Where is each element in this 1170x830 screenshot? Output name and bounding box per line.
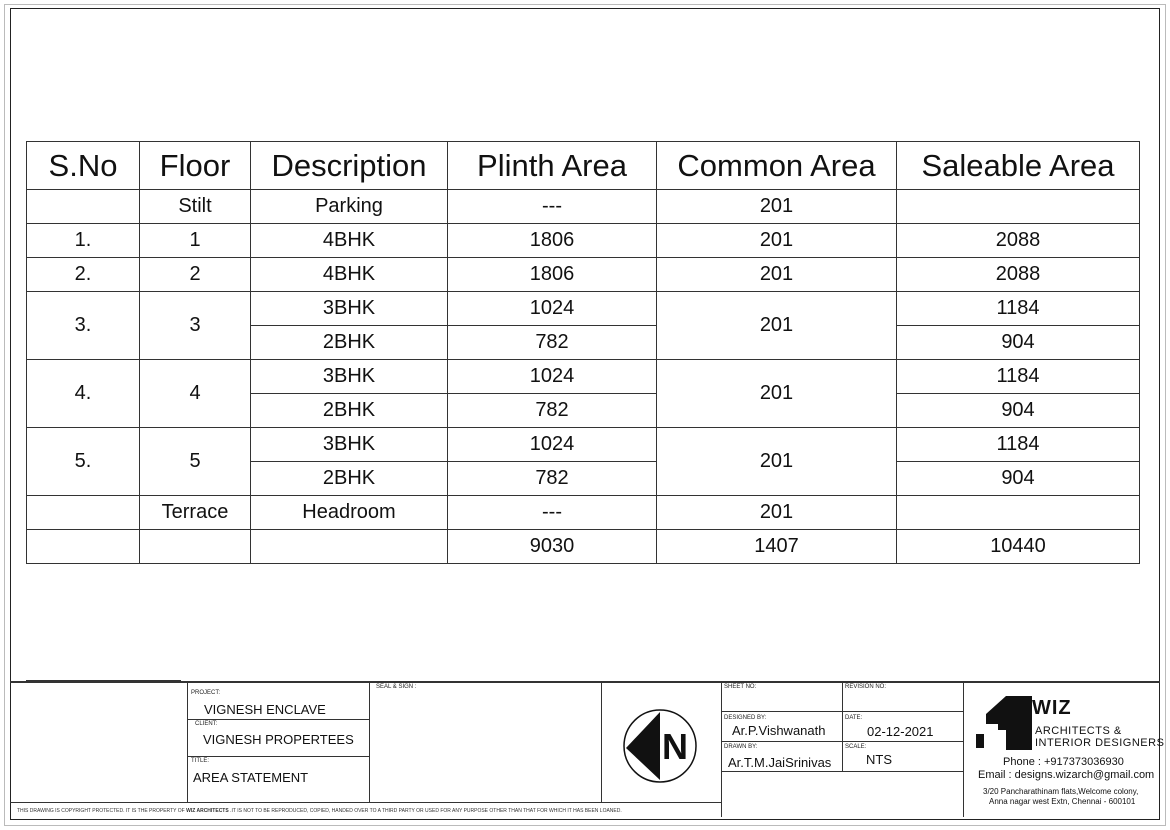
copyright-rule xyxy=(10,802,722,803)
table-row xyxy=(27,224,1140,258)
north-letter: N xyxy=(662,726,688,767)
cell-description: 4BHK xyxy=(251,224,448,258)
cell-floor: Terrace xyxy=(140,496,251,530)
cell-sno: 5. xyxy=(27,428,140,496)
cell-floor: 3 xyxy=(140,292,251,360)
cell-floor xyxy=(140,530,251,564)
project-label: PROJECT: xyxy=(191,690,221,696)
cell-saleable xyxy=(897,190,1140,224)
designed-by: Ar.P.Vishwanath xyxy=(732,723,826,738)
drawn-by: Ar.T.M.JaiSrinivas xyxy=(728,755,832,770)
table-row xyxy=(27,360,1140,394)
table-row-stilt xyxy=(27,190,1140,224)
cell-plinth: 1024 xyxy=(448,428,657,462)
cell-description: 3BHK xyxy=(251,292,448,326)
title-block-top-rule xyxy=(10,681,1160,683)
cell-saleable: 904 xyxy=(897,326,1140,360)
cell-sno: 1. xyxy=(27,224,140,258)
cell-description: Headroom xyxy=(251,496,448,530)
header-sno: S.No xyxy=(27,142,140,190)
cell-plinth: --- xyxy=(448,190,657,224)
drawn-by-label: DRAWN BY: xyxy=(724,744,758,750)
cell-description: 4BHK xyxy=(251,258,448,292)
cell-sno xyxy=(27,190,140,224)
cell-common: 201 xyxy=(657,428,897,496)
table-row xyxy=(27,258,1140,292)
total-common: 1407 xyxy=(657,530,897,564)
header-common-area: Common Area xyxy=(657,142,897,190)
cell-plinth: 782 xyxy=(448,394,657,428)
cell-saleable: 1184 xyxy=(897,428,1140,462)
cell-floor: Stilt xyxy=(140,190,251,224)
cell-floor: 1 xyxy=(140,224,251,258)
project-name: VIGNESH ENCLAVE xyxy=(204,702,326,717)
date-value: 02-12-2021 xyxy=(867,724,934,739)
cell-description: 2BHK xyxy=(251,462,448,496)
cell-description: 3BHK xyxy=(251,428,448,462)
cell-floor: 2 xyxy=(140,258,251,292)
table-row-terrace xyxy=(27,496,1140,530)
total-saleable: 10440 xyxy=(897,530,1140,564)
north-arrow-icon xyxy=(622,708,698,784)
cell-plinth: 1806 xyxy=(448,224,657,258)
total-plinth: 9030 xyxy=(448,530,657,564)
area-statement-table xyxy=(26,141,1140,564)
header-plinth-area: Plinth Area xyxy=(448,142,657,190)
cell-description: 3BHK xyxy=(251,360,448,394)
cell-saleable: 2088 xyxy=(897,258,1140,292)
divider xyxy=(721,711,963,712)
cell-common: 201 xyxy=(657,292,897,360)
table-row xyxy=(27,292,1140,326)
cell-sno xyxy=(27,496,140,530)
table-row-totals xyxy=(27,530,1140,564)
seal-sign-label: SEAL & SIGN : xyxy=(376,684,417,690)
cell-description: 2BHK xyxy=(251,326,448,360)
cell-floor: 5 xyxy=(140,428,251,496)
designed-by-label: DESIGNED BY: xyxy=(724,715,767,721)
cell-common: 201 xyxy=(657,190,897,224)
date-label: DATE: xyxy=(845,715,863,721)
firm-email: Email : designs.wizarch@gmail.com xyxy=(978,769,1155,781)
divider xyxy=(721,681,722,817)
cell-saleable: 2088 xyxy=(897,224,1140,258)
header-floor: Floor xyxy=(140,142,251,190)
cell-description: 2BHK xyxy=(251,394,448,428)
divider xyxy=(721,741,963,742)
divider xyxy=(842,681,843,771)
cell-plinth: 1024 xyxy=(448,292,657,326)
client-name: VIGNESH PROPERTEES xyxy=(203,732,354,747)
divider xyxy=(187,719,369,720)
cell-plinth: 1024 xyxy=(448,360,657,394)
cell-sno: 2. xyxy=(27,258,140,292)
divider xyxy=(187,756,369,757)
cell-description: Parking xyxy=(251,190,448,224)
firm-address-line-1: 3/20 Pancharathinam flats,Welcome colony, xyxy=(983,787,1139,796)
firm-name: WIZ xyxy=(1032,697,1072,719)
cell-floor: 4 xyxy=(140,360,251,428)
cell-saleable: 904 xyxy=(897,394,1140,428)
firm-tagline-1: ARCHITECTS & xyxy=(1035,725,1122,737)
scale-value: NTS xyxy=(866,752,892,767)
wiz-logo-icon xyxy=(976,694,1036,750)
cell-plinth: 782 xyxy=(448,326,657,360)
cell-common: 201 xyxy=(657,258,897,292)
title-label: TITLE: xyxy=(191,758,210,764)
divider xyxy=(721,771,963,772)
client-label: CLIENT: xyxy=(195,721,218,727)
cell-sno xyxy=(27,530,140,564)
header-description: Description xyxy=(251,142,448,190)
cell-plinth: 1806 xyxy=(448,258,657,292)
cell-common: 201 xyxy=(657,360,897,428)
scale-label: SCALE: xyxy=(845,744,867,750)
cell-saleable: 1184 xyxy=(897,292,1140,326)
drawing-title: AREA STATEMENT xyxy=(193,770,309,785)
cell-saleable: 904 xyxy=(897,462,1140,496)
firm-phone: Phone : +917373036930 xyxy=(1003,756,1124,768)
cell-saleable: 1184 xyxy=(897,360,1140,394)
header-saleable-area: Saleable Area xyxy=(897,142,1140,190)
cell-sno: 4. xyxy=(27,360,140,428)
cell-common: 201 xyxy=(657,224,897,258)
firm-tagline-2: INTERIOR DESIGNERS xyxy=(1035,737,1165,749)
cell-plinth: 782 xyxy=(448,462,657,496)
title-block-accent-rule xyxy=(26,680,181,682)
divider xyxy=(963,681,964,817)
cell-sno: 3. xyxy=(27,292,140,360)
cell-common: 201 xyxy=(657,496,897,530)
table-header-row xyxy=(27,142,1140,190)
table-row xyxy=(27,428,1140,462)
cell-plinth: --- xyxy=(448,496,657,530)
divider xyxy=(601,681,602,802)
sheet-no-label: SHEET NO: xyxy=(724,684,757,690)
divider xyxy=(187,681,188,802)
cell-description xyxy=(251,530,448,564)
divider xyxy=(369,681,370,802)
revision-no-label: REVISION NO: xyxy=(845,684,887,690)
copyright-notice: THIS DRAWING IS COPYRIGHT PROTECTED. IT IS THE PROPERTY OF WIZ ARCHITECTS .IT IS NOT TO BE REPRODUCED, COPIED, HANDED OVER TO A THIRD PARTY OR USED FOR ANY PURPOSE OTHER THAN THAT FOR WHICH IT HAS BEEN LOANED. xyxy=(17,808,622,814)
cell-saleable xyxy=(897,496,1140,530)
firm-address-line-2: Anna nagar west Extn, Chennai - 600101 xyxy=(989,797,1136,806)
